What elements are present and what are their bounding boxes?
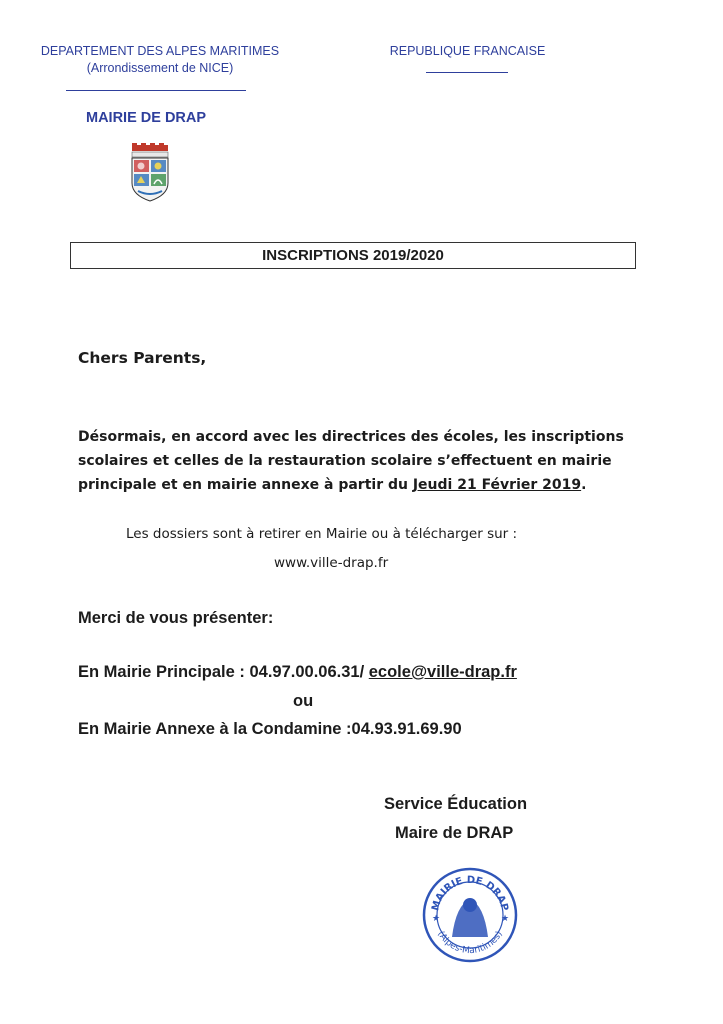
mairie-principale-label: En Mairie Principale : 04.97.00.06.31/ xyxy=(78,663,369,681)
svg-text:★: ★ xyxy=(432,913,441,923)
official-stamp xyxy=(420,865,520,965)
paragraph-line-3 xyxy=(78,473,638,497)
mairie-annexe-line: En Mairie Annexe à la Condamine :04.93.91.69.90 xyxy=(78,720,462,738)
document-title: INSCRIPTIONS 2019/2020 xyxy=(262,247,444,264)
paragraph-line-1: Désormais, en accord avec les directrices des écoles, les inscriptions xyxy=(78,429,624,445)
website-text[interactable]: www.ville-drap.fr xyxy=(274,555,389,571)
arrondissement-name: (Arrondissement de NICE) xyxy=(86,61,234,75)
dossiers-text: Les dossiers sont à retirer en Mairie ou à télécharger sur : xyxy=(126,526,518,542)
email-link[interactable]: ecole@ville-drap.fr xyxy=(368,663,517,681)
mairie-principale-line xyxy=(78,663,517,682)
greeting: Chers Parents, xyxy=(78,349,207,367)
paragraph-line-3-prefix: principale et en mairie annexe à partir du xyxy=(78,477,413,493)
republic-header: REPUBLIQUE FRANCAISE xyxy=(389,44,546,58)
department-header xyxy=(20,43,300,77)
ou-text: ou xyxy=(293,692,314,710)
republic-underline xyxy=(426,72,508,73)
merci-text: Merci de vous présenter: xyxy=(78,609,274,627)
department-underline xyxy=(66,90,246,91)
service-education: Service Éducation xyxy=(384,795,528,813)
title-box xyxy=(70,242,636,269)
paragraph-line-2: scolaires et celles de la restauration scolaire s’effectuent en mairie xyxy=(78,453,612,469)
svg-text:★: ★ xyxy=(501,913,510,923)
main-paragraph xyxy=(78,425,638,497)
coat-of-arms-logo xyxy=(128,143,172,203)
svg-text:(Alpes-Maritimes): (Alpes-Maritimes) xyxy=(435,929,505,957)
department-name: DEPARTEMENT DES ALPES MARITIMES xyxy=(40,44,280,58)
start-date: Jeudi 21 Février 2019 xyxy=(412,477,582,493)
mairie-title: MAIRIE DE DRAP xyxy=(86,110,207,126)
paragraph-line-3-suffix: . xyxy=(581,477,587,493)
maire-de-drap: Maire de DRAP xyxy=(395,824,514,842)
svg-text:MAIRIE DE DRAP: MAIRIE DE DRAP xyxy=(430,874,510,913)
